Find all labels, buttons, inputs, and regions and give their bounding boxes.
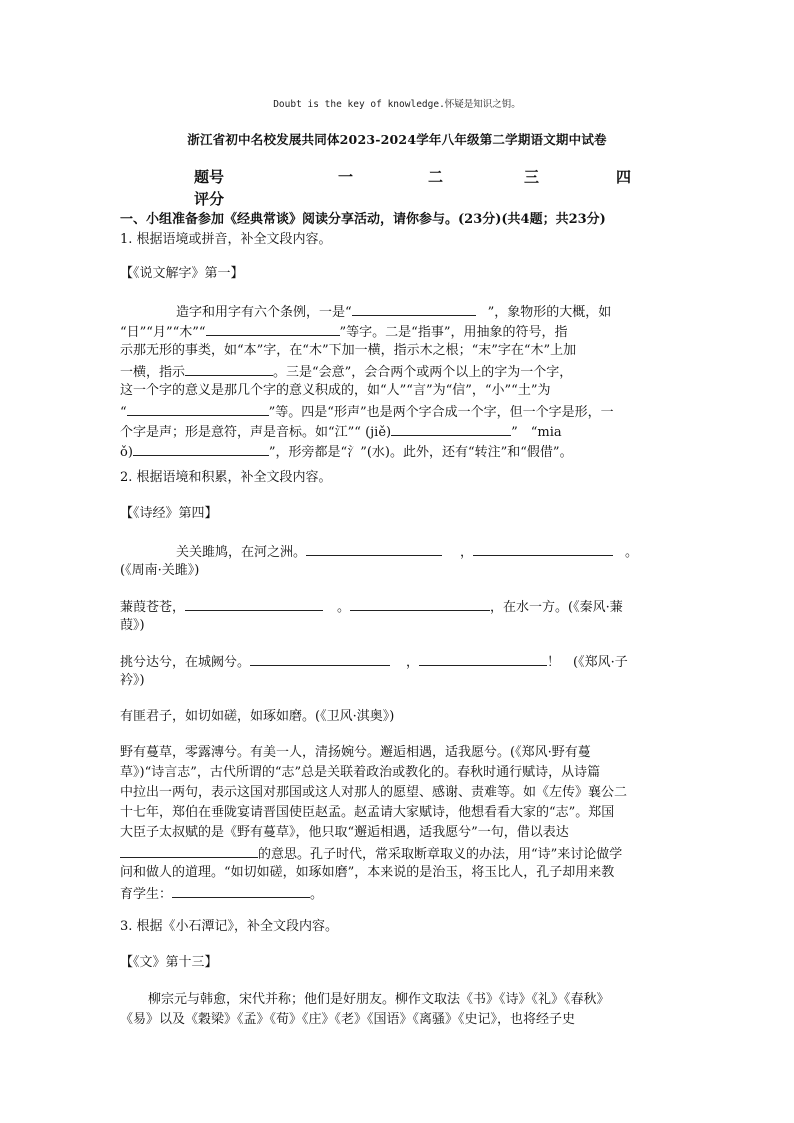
answer-blank[interactable] xyxy=(352,301,476,316)
score-column-2: 二 xyxy=(428,168,444,186)
poem-source: 衿》) xyxy=(120,673,145,688)
question-1-prompt: 1. 根据语境或拼音，补全文段内容。 xyxy=(120,232,332,247)
passage-line: 草》)“诗言志”，古代所谓的“志”总是关联着政治或教化的。春秋时通行赋诗，从诗篇 xyxy=(120,765,601,780)
header-quote: Doubt is the key of knowledge.怀疑是知识之钥。 xyxy=(273,99,521,110)
score-row-label-number: 题号 xyxy=(194,168,225,186)
answer-blank[interactable] xyxy=(391,421,511,436)
passage-line: 中拉出一两句，表示这国对那国或这人对那人的愿望、感谢、责难等。如《左传》襄公二 xyxy=(120,785,628,800)
passage-line: 个字是声；形是意符，声是音标。如“江”“ (jiě) ” “mia xyxy=(120,421,675,443)
answer-blank[interactable] xyxy=(120,843,258,858)
answer-blank[interactable] xyxy=(419,651,547,666)
answer-blank[interactable] xyxy=(350,596,490,611)
answer-blank[interactable] xyxy=(250,651,390,666)
question-3-prompt: 3. 根据《小石潭记》，补全文段内容。 xyxy=(120,919,339,934)
score-column-4: 四 xyxy=(616,168,632,186)
passage-line: 大臣子太叔赋的是《野有蔓草》，他只取“邂逅相遇，适我愿兮”一句，借以表达 xyxy=(120,825,569,840)
passage-line: “日”“月”“木”“ ”等字。二是“指事”，用抽象的符号，指 xyxy=(120,321,675,343)
section-heading: 一、小组准备参加《经典常谈》阅读分享活动，请你参与。(23分)(共4题；共23分) xyxy=(120,212,606,227)
score-column-3: 三 xyxy=(524,168,540,186)
answer-blank[interactable] xyxy=(133,441,269,456)
page-title: 浙江省初中名校发展共同体2023-2024学年八年级第二学期语文期中试卷 xyxy=(187,132,607,147)
passage-line: 这一个字的意义是那几个字的意义积成的，如“人”“言”为“信”，“小”“土”为 xyxy=(120,383,551,398)
poem-line: 蒹葭苍苍， 。 ，在水一方。(《秦风·蒹 xyxy=(120,596,675,618)
passage-line: 示那无形的事类，如“本”字，在“木”下加一横，指示木之根；“末”字在“木”上加 xyxy=(120,343,577,358)
score-table xyxy=(194,166,674,210)
answer-blank[interactable] xyxy=(185,361,273,376)
poem-source: 葭》) xyxy=(120,618,145,633)
question-3-source: 【《文》第十三】 xyxy=(120,955,218,970)
score-column-1: 一 xyxy=(338,168,354,186)
answer-blank[interactable] xyxy=(172,883,310,898)
passage-line: 柳宗元与韩愈，宋代并称；他们是好朋友。柳作文取法《书》《诗》《礼》《春秋》 xyxy=(148,992,610,1007)
poem-line: 关关雎鸠，在河之洲。 ， 。 xyxy=(120,541,731,563)
passage-line: 育学生： 。 xyxy=(120,883,675,905)
passage-line: ǒ) ”，形旁都是“氵”(水)。此外，还有“转注”和“假借”。 xyxy=(120,441,675,463)
question-2-prompt: 2. 根据语境和积累，补全文段内容。 xyxy=(120,470,332,485)
answer-blank[interactable] xyxy=(185,596,323,611)
poem-line: 挑兮达兮，在城阙兮。 ， ！ (《郑风·子 xyxy=(120,651,675,673)
passage-line: 问和做人的道理。“如切如磋，如琢如磨”，本来说的是治玉，将玉比人，孔子却用来教 xyxy=(120,865,615,880)
passage-line: 的意思。孔子时代，常采取断章取义的办法，用“诗”来讨论做学 xyxy=(120,843,675,865)
passage-line: 十七年，郑伯在垂陇宴请晋国使臣赵孟。赵孟请大家赋诗，他想看看大家的“志”。郑国 xyxy=(120,805,615,820)
answer-blank[interactable] xyxy=(473,541,613,556)
poem-source: (《周南·关雎》) xyxy=(120,563,200,578)
poem-line: 有匪君子，如切如磋，如琢如磨。(《卫风·淇奥》) xyxy=(120,709,395,724)
answer-blank[interactable] xyxy=(127,401,269,416)
passage-line: 造字和用字有六个条例，一是“ ”，象物形的大概，如 xyxy=(120,301,731,323)
score-row-label-score: 评分 xyxy=(194,190,225,208)
question-2-source: 【《诗经》第四】 xyxy=(120,506,218,521)
passage-line: “ ”等。四是“形声”也是两个字合成一个字，但一个字是形，一 xyxy=(120,401,675,423)
answer-blank[interactable] xyxy=(306,541,442,556)
passage-line: 《易》以及《穀梁》《孟》《荀》《庄》《老》《国语》《离骚》《史记》，也将经子史 xyxy=(120,1012,576,1027)
passage-line: 一横，指示 。三是“会意”，会合两个或两个以上的字为一个字， xyxy=(120,361,675,383)
passage-line: 野有蔓草，零露漙兮。有美一人，清扬婉兮。邂逅相遇，适我愿兮。(《郑风·野有蔓 xyxy=(120,745,591,760)
question-1-source: 【《说文解字》第一】 xyxy=(120,266,244,281)
answer-blank[interactable] xyxy=(206,321,340,336)
